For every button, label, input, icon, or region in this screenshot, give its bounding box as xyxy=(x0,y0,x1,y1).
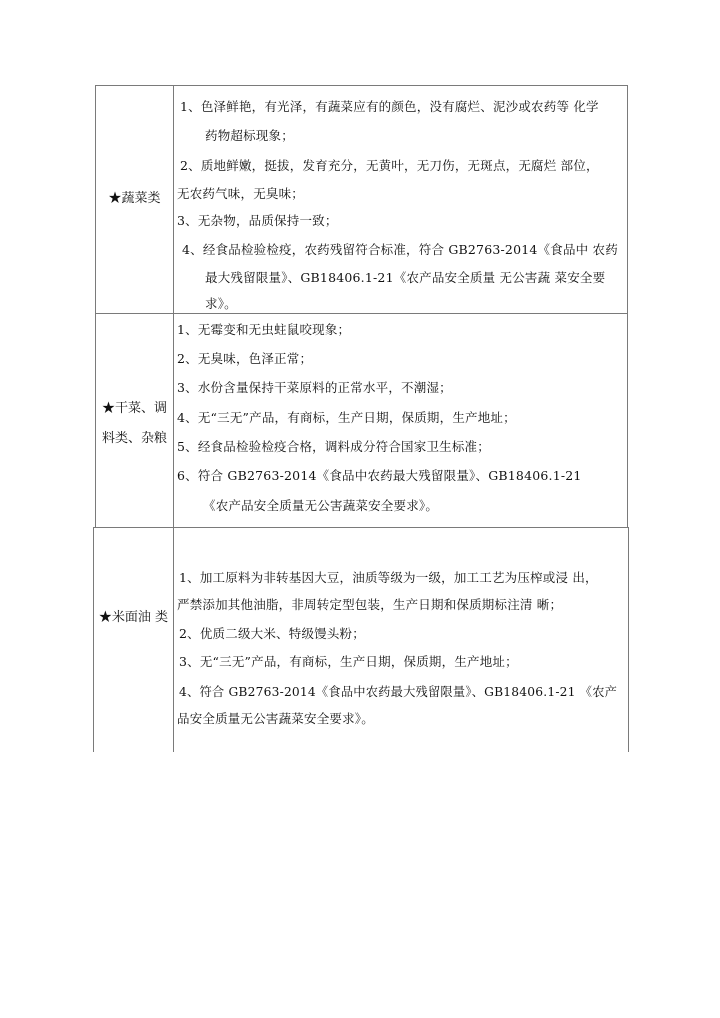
dried-goods-line-3: 3、水份含量保持干菜原料的正常水平，不潮湿； xyxy=(177,380,452,395)
category-rice-flour-oil: ★米面油 类 xyxy=(98,610,169,625)
table-column-divider-2 xyxy=(173,527,174,752)
dried-goods-line-7: 《农产品安全质量无公害蔬菜安全要求》。 xyxy=(203,498,439,513)
vegetables-line-3: 2、质地鲜嫩，挺拔，发育充分，无黄叶，无刀伤，无斑点，无腐烂 部位， xyxy=(180,158,599,173)
rice-flour-oil-line-6: 品安全质量无公害蔬菜安全要求》。 xyxy=(177,711,374,726)
vegetables-line-4: 无农药气味，无臭味； xyxy=(177,186,305,201)
vegetables-line-7: 最大残留限量》、GB18406.1-21《农产品安全质量 无公害蔬 菜安全要 xyxy=(205,270,606,285)
vegetables-line-2: 药物超标现象； xyxy=(205,128,294,143)
vegetables-line-5: 3、无杂物，品质保持一致； xyxy=(177,213,338,228)
table-border-right-1 xyxy=(627,85,628,528)
dried-goods-line-5: 5、经食品检验检疫合格，调料成分符合国家卫生标准； xyxy=(177,439,490,454)
table-column-divider-1 xyxy=(173,85,174,528)
rice-flour-oil-line-3: 2、优质二级大米、特级馒头粉； xyxy=(179,626,365,641)
category-dried-goods-line-2: 料类、杂粮 xyxy=(101,431,167,446)
category-vegetables: ★蔬菜类 xyxy=(108,191,161,206)
table-row-divider-1 xyxy=(95,313,628,314)
rice-flour-oil-line-5: 4、符合 GB2763-2014《食品中农药最大残留限量》、GB18406.1-21 《农产 xyxy=(179,685,618,699)
dried-goods-line-6: 6、符合 GB2763-2014《食品中农药最大残留限量》、GB18406.1-21 xyxy=(177,468,582,483)
table-border-right-2 xyxy=(628,527,629,752)
category-dried-goods xyxy=(96,394,173,454)
category-dried-goods-line-1: ★干菜、调 xyxy=(101,401,167,416)
rice-flour-oil-line-2: 严禁添加其他油脂，非周转定型包装，生产日期和保质期标注清 晰； xyxy=(177,597,563,612)
rice-flour-oil-line-4: 3、无“三无”产品，有商标，生产日期，保质期，生产地址； xyxy=(179,654,518,669)
vegetables-line-1: 1、色泽鲜艳，有光泽，有蔬菜应有的颜色，没有腐烂、泥沙或农药等 化学 xyxy=(180,99,599,114)
dried-goods-line-1: 1、无霉变和无虫蛀鼠咬现象； xyxy=(177,322,351,337)
vegetables-line-6: 4、经食品检验检疫，农药残留符合标准，符合 GB2763-2014《食品中 农药 xyxy=(182,242,618,257)
table-border-left-1 xyxy=(95,85,96,528)
table-border-left-2 xyxy=(93,527,94,752)
table-border-top xyxy=(95,85,628,86)
dried-goods-line-2: 2、无臭味，色泽正常； xyxy=(177,351,313,366)
dried-goods-line-4: 4、无“三无”产品，有商标，生产日期，保质期，生产地址； xyxy=(177,410,516,425)
vegetables-line-8: 求》。 xyxy=(205,296,237,311)
rice-flour-oil-line-1: 1、加工原料为非转基因大豆，油质等级为一级，加工工艺为压榨或浸 出， xyxy=(179,570,598,585)
